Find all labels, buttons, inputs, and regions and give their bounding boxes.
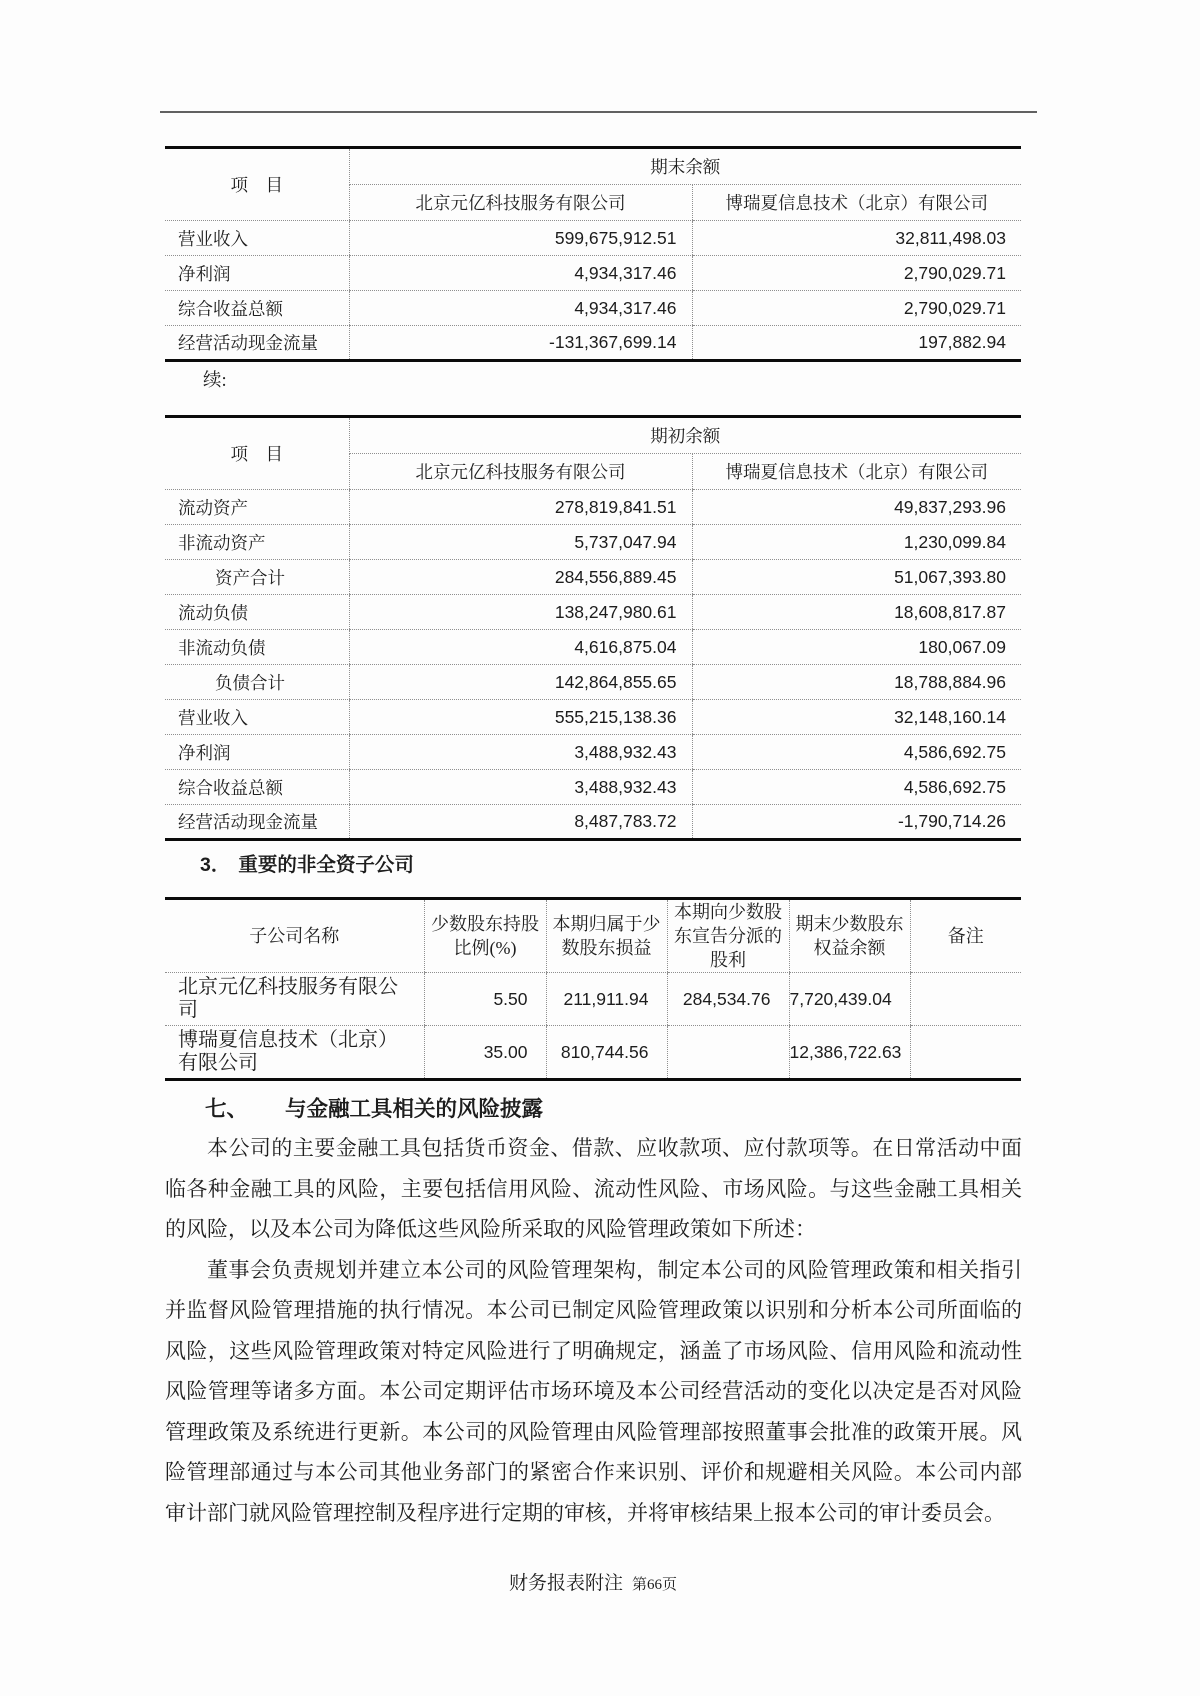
subsidiary-name: 北京元亿科技服务有限公司 <box>165 973 424 1026</box>
section7-body <box>165 1128 1022 1533</box>
value-cell: 555,215,138.36 <box>349 700 692 735</box>
header-divider-rule <box>160 111 1037 113</box>
section3-title: 重要的非全资子公司 <box>238 854 414 876</box>
table-row <box>165 770 1021 805</box>
value-cell <box>667 1026 789 1080</box>
value-cell: 4,934,317.46 <box>349 256 692 291</box>
value-cell: 32,148,160.14 <box>692 700 1021 735</box>
footer-title: 财务报表附注 <box>508 1573 623 1594</box>
table-row <box>165 735 1021 770</box>
table-row <box>165 490 1021 525</box>
row-label: 非流动负债 <box>165 630 349 665</box>
row-label: 经营活动现金流量 <box>165 326 349 361</box>
row-label: 流动负债 <box>165 595 349 630</box>
column-header: 本期归属于少数股东损益 <box>546 899 667 973</box>
value-cell: 4,586,692.75 <box>692 735 1021 770</box>
column-header: 备注 <box>910 899 1021 973</box>
value-cell: 2,790,029.71 <box>692 256 1021 291</box>
value-cell: 5,737,047.94 <box>349 525 692 560</box>
note-cell <box>910 1026 1021 1080</box>
table-row <box>165 221 1021 256</box>
value-cell: 3,488,932.43 <box>349 735 692 770</box>
table-row <box>165 326 1021 361</box>
row-label: 净利润 <box>165 256 349 291</box>
table-row <box>165 595 1021 630</box>
period-end-balance-table <box>165 146 1021 362</box>
table-header-row <box>165 417 1021 454</box>
section7-title: 与金融工具相关的风险披露 <box>285 1097 544 1121</box>
row-label: 净利润 <box>165 735 349 770</box>
table-row <box>165 700 1021 735</box>
value-cell: 138,247,980.61 <box>349 595 692 630</box>
item-column-header: 项 目 <box>165 417 349 490</box>
value-cell: 32,811,498.03 <box>692 221 1021 256</box>
value-cell: 18,788,884.96 <box>692 665 1021 700</box>
row-label: 经营活动现金流量 <box>165 805 349 840</box>
column-header: 本期向少数股东宣告分派的股利 <box>667 899 789 973</box>
value-cell: 7,720,439.04 <box>789 973 910 1026</box>
paragraph: 董事会负责规划并建立本公司的风险管理架构，制定本公司的风险管理政策和相关指引并监督风险管理措施的执行情况。本公司已制定风险管理政策以识别和分析本公司所面临的风险，这些风险管理政策对特定风险进行了明确规定，涵盖了市场风险、信用风险和流动性风险管理等诸多方面。本公司定期评估市场环境及本公司经营活动的变化以决定是否对风险管理政策及系统进行更新。本公司的风险管理由风险管理部按照董事会批准的政策开展。风险管理部通过与本公司其他业务部门的紧密合作来识别、评价和规避相关风险。本公司内部审计部门就风险管理控制及程序进行定期的审核，并将审核结果上报本公司的审计委员会。 <box>165 1257 1022 1525</box>
value-cell: 12,386,722.63 <box>789 1026 910 1080</box>
table-row <box>165 291 1021 326</box>
column-header: 子公司名称 <box>165 899 424 973</box>
continuation-label: 续: <box>203 371 227 391</box>
section3-number: 3． <box>200 854 231 876</box>
subsidiaries-table <box>165 897 1021 1081</box>
table-row <box>165 1026 1021 1080</box>
paragraph: 本公司的主要金融工具包括货币资金、借款、应收款项、应付款项等。在日常活动中面临各种金融工具的风险，主要包括信用风险、流动性风险、市场风险。与这些金融工具相关的风险，以及本公司为降低这些风险所采取的风险管理政策如下所述： <box>165 1136 1022 1241</box>
page-footer <box>165 1568 1021 1595</box>
table-row <box>165 525 1021 560</box>
value-cell: -131,367,699.14 <box>349 326 692 361</box>
balance-span-header: 期初余额 <box>349 417 1021 454</box>
table-row <box>165 560 1021 595</box>
table-row <box>165 805 1021 840</box>
row-label: 综合收益总额 <box>165 291 349 326</box>
value-cell: 5.50 <box>424 973 546 1026</box>
period-begin-balance-table <box>165 415 1021 841</box>
row-label: 非流动资产 <box>165 525 349 560</box>
value-cell: 35.00 <box>424 1026 546 1080</box>
column-header: 少数股东持股比例(%) <box>424 899 546 973</box>
value-cell: 1,230,099.84 <box>692 525 1021 560</box>
value-cell: 197,882.94 <box>692 326 1021 361</box>
section7-heading <box>205 1092 543 1123</box>
item-column-header: 项 目 <box>165 148 349 221</box>
footer-page-number: 第66页 <box>632 1577 678 1593</box>
value-cell: 18,608,817.87 <box>692 595 1021 630</box>
row-label: 综合收益总额 <box>165 770 349 805</box>
value-cell: 4,586,692.75 <box>692 770 1021 805</box>
table-row <box>165 256 1021 291</box>
value-cell: 8,487,783.72 <box>349 805 692 840</box>
table-row <box>165 630 1021 665</box>
company-header: 博瑞夏信息技术（北京）有限公司 <box>692 454 1021 490</box>
company-header: 北京元亿科技服务有限公司 <box>349 185 692 221</box>
table-header-row <box>165 148 1021 185</box>
subsidiary-name: 博瑞夏信息技术（北京）有限公司 <box>165 1026 424 1080</box>
row-label: 营业收入 <box>165 221 349 256</box>
value-cell: 810,744.56 <box>546 1026 667 1080</box>
value-cell: 3,488,932.43 <box>349 770 692 805</box>
value-cell: 211,911.94 <box>546 973 667 1026</box>
table-row <box>165 665 1021 700</box>
value-cell: 284,556,889.45 <box>349 560 692 595</box>
value-cell: 142,864,855.65 <box>349 665 692 700</box>
value-cell: 599,675,912.51 <box>349 221 692 256</box>
value-cell: 2,790,029.71 <box>692 291 1021 326</box>
balance-span-header: 期末余额 <box>349 148 1021 185</box>
section3-heading <box>200 849 414 877</box>
row-label: 流动资产 <box>165 490 349 525</box>
section7-number: 七、 <box>205 1097 249 1121</box>
column-header: 期末少数股东权益余额 <box>789 899 910 973</box>
value-cell: 4,934,317.46 <box>349 291 692 326</box>
value-cell: 180,067.09 <box>692 630 1021 665</box>
note-cell <box>910 973 1021 1026</box>
value-cell: -1,790,714.26 <box>692 805 1021 840</box>
value-cell: 4,616,875.04 <box>349 630 692 665</box>
row-label-subtotal: 资产合计 <box>165 560 349 595</box>
value-cell: 49,837,293.96 <box>692 490 1021 525</box>
value-cell: 51,067,393.80 <box>692 560 1021 595</box>
table-row <box>165 973 1021 1026</box>
company-header: 北京元亿科技服务有限公司 <box>349 454 692 490</box>
company-header: 博瑞夏信息技术（北京）有限公司 <box>692 185 1021 221</box>
value-cell: 278,819,841.51 <box>349 490 692 525</box>
row-label-subtotal: 负债合计 <box>165 665 349 700</box>
row-label: 营业收入 <box>165 700 349 735</box>
table-header-row <box>165 899 1021 973</box>
value-cell: 284,534.76 <box>667 973 789 1026</box>
